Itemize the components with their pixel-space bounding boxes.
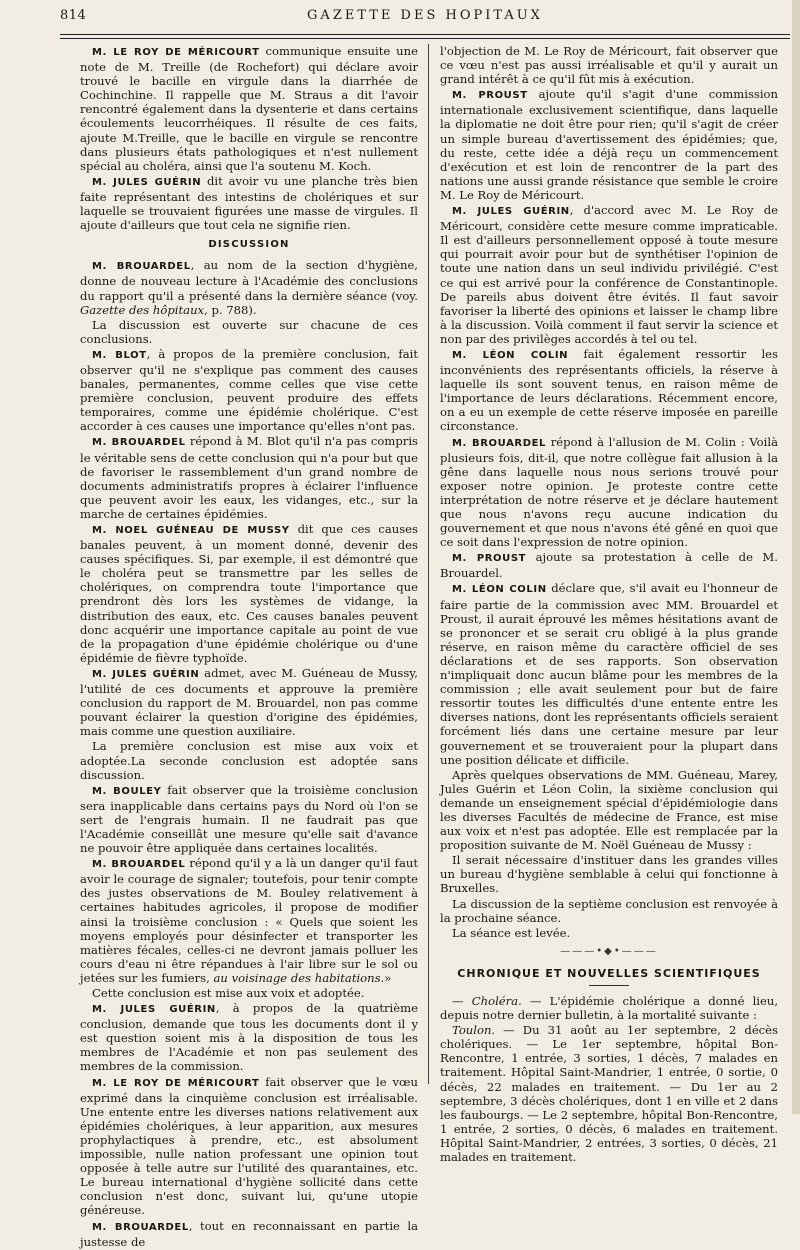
paragraph — [80, 783, 418, 855]
paragraph-text: déclare que, s'il avait eu l'honneur de faire partie de la commission avec MM. Brouardel et Proust, il aurait éprouvé les mêmes hésitations avant de se prononcer et se serait cru obligé à la plus grande réserve, en raison même du caractère officiel de ses déclarations et de ses rapports. Son observation n'impliquait donc aucun blâme pour les membres de la commission ; elle avait seulement pour but de faire ressortir toutes les difficultés d'une entente entre les diverses nations, dont les représentants officiels seraient forcément liés dans une certaine mesure par leur gouvernement et se trouveraient pour la plupart dans une position délicate et difficile. — [440, 581, 778, 767]
paragraph-text: fait également ressortir les inconvénients des représentants officiels, la réserve à laquelle ils sont souvent tenus, en raison même de l'importance de leurs déclarations. Récemment encore, on a eu un exemple de cette réserve imposée en pareille circonstance. — [440, 346, 778, 434]
paragraph-text: — Du 31 août au 1er septembre, 2 décès cholériques. — Le 1er septembre, hôpital Bon-Rencontre, 1 entrée, 3 sorties, 1 décès, 7 malades en traitement. Hôpital Saint-Mandrier, 1 entrée, 0 sortie, 0 décès, 22 malades en traitement. — Du 1er au 2 septembre, 3 décès cholériques, dont 1 en ville et 2 dans les faubourgs. — Le 2 septembre, hôpital Bon-Rencontre, 1 entrée, 2 sorties, 0 décès, 6 malades en traitement. Hôpital Saint-Mandrier, 2 entrées, 3 sorties, 0 décès, 21 malades en traitement. — [440, 1023, 778, 1165]
speaker-name: M. PROUST — [452, 553, 527, 565]
paragraph-text: , à propos de la quatrième conclusion, demande que tous les documents dont il y est question soient mis à la disposition de tous les membres de l'Académie et non pas seulement des membres de la commission. — [80, 1001, 418, 1074]
section-ornament: ———•◆•——— — [560, 945, 658, 957]
paragraph-text: communique ensuite une note de M. Treille (de Rochefort) qui déclare avoir trouvé le bacille en virgule dans la diarrhée de Cochinchine. Il rappelle que M. Straus a dit l'avoir rencontré également dans la dysenterie et dans certains écoulements leucorrhéiques. Il résulte de ces faits, ajoute M.Treille, que le bacille en virgule se rencontre dans plusieurs états pathologiques et n'est nullement spécial au choléra, ainsi que l'a soutenu M. Koch. — [80, 44, 418, 173]
paragraph — [440, 994, 778, 1022]
paragraph — [440, 203, 778, 346]
paragraph — [440, 87, 778, 202]
paragraph-text: — L'épidémie cholérique a donné lieu, depuis notre dernier bulletin, à la mortalité suivante : — [440, 994, 779, 1023]
paragraph-text-after: » — [384, 970, 392, 985]
paragraph-text: l'objection de M. Le Roy de Méricourt, fait observer que ce vœu n'est pas aussi irréalisable et qu'il y aurait un grand intérêt à ce qu'il fût mis à exécution. — [440, 44, 778, 87]
paragraph — [80, 986, 418, 1000]
paragraph — [80, 1001, 418, 1073]
paragraph-text: Après quelques observations de MM. Guéneau, Marey, Jules Guérin et Léon Colin, la sixième conclusion qui demande un enseignement spécial d'épidémiologie dans les diverses Facultés de médecine de France, est mise aux voix et n'est pas adoptée. Elle est remplacée par la proposition suivante de M. Noël Guéneau de Mussy : — [440, 767, 778, 853]
speaker-name: M. JULES GUÉRIN — [92, 176, 202, 188]
paragraph — [440, 435, 778, 550]
header-rule — [60, 34, 790, 35]
paragraph-text: ajoute sa protestation à celle de M. Brouardel. — [440, 550, 778, 581]
speaker-name: M. BROUARDEL — [92, 1221, 189, 1233]
speaker-name: M. LE ROY DE MÉRICOURT — [92, 1077, 260, 1089]
speaker-name: M. BROUARDEL — [92, 437, 186, 449]
paragraph-text: La séance est levée. — [452, 925, 571, 940]
right-column — [440, 44, 778, 1165]
page-edge — [792, 0, 800, 1114]
speaker-name: M. BLOT — [92, 349, 147, 361]
left-column — [80, 44, 418, 1250]
paragraph-text: La discussion est ouverte sur chacune de ces conclusions. — [80, 317, 418, 346]
speaker-name: M. JULES GUÉRIN — [452, 206, 570, 218]
paragraph-text: dit que ces causes banales peuvent, à un moment donné, devenir des causes spécifiques. Si, par exemple, il est démontré que le choléra peut se transmettre par les selles de cholériques, on comprendra toute l'importance que prendront dès lors les systèmes de vidange, la distribution des eaux, etc. Ces causes banales peuvent donc acquérir une importance capitale au point de vue de la propagation d'une épidémie cholérique ou d'une épidémie de fièvre typhoïde. — [80, 522, 418, 665]
italic-text: au voisinage des habitations. — [213, 970, 385, 985]
paragraph-text: fait observer que le vœu exprimé dans la cinquième conclusion est irréalisable. Une entente entre les diverses nations relativement aux épidémies cholériques, à leur apparition, aux mesures prophylactiques à prendre, etc., est absolument impossible, nulle nation professant une opinion tout opposée à telle autre sur l'utilité des quarantaines, etc. Le bureau international d'hygiène sollicité dans cette conclusion n'est donc, suivant lui, qu'une utopie généreuse. — [80, 1074, 418, 1218]
paragraph — [80, 258, 418, 316]
speaker-name: M. LÉON COLIN — [452, 349, 569, 361]
paragraph — [440, 550, 778, 580]
paragraph-text: fait observer que la troisième conclusion sera inapplicable dans certains pays du Nord où l'on se sert de l'engrais humain. Il ne faudrait pas que l'Académie conseillât une mesure qu'elle sait d'avance ne pouvoir être appliquée dans certaines localités. — [80, 782, 418, 856]
short-rule — [589, 985, 629, 986]
paragraph — [80, 1219, 418, 1249]
paragraph-text: Il serait nécessaire d'instituer dans les grandes villes un bureau d'hygiène semblable à celui qui fonctionne à Bruxelles. — [440, 853, 778, 896]
italic-heading: Toulon. — [452, 1023, 496, 1038]
speaker-name: M. JULES GUÉRIN — [92, 668, 200, 680]
paragraph — [80, 522, 418, 665]
paragraph-text: , au nom de la section d'hygiène, donne de nouveau lecture à l'Académie des conclusions du rapport qu'il a présenté dans la dernière séance (voy. — [80, 258, 418, 303]
speaker-name: M. BROUARDEL — [452, 437, 547, 449]
paragraph-text: La première conclusion est mise aux voix et adoptée.La seconde conclusion est adoptée sans discussion. — [80, 739, 418, 782]
paragraph-text: dit avoir vu une planche très bien faite représentant des intestins de cholériques et sur laquelle se trouvaient figurées une masse de virgules. Il ajoute d'ailleurs que tout cela ne signifie rien. — [80, 173, 418, 233]
paragraph-text: répond qu'il y a là un danger qu'il faut avoir le courage de signaler; toutefois, pour tenir compte des justes observations de M. Bouley relativement à certaines habitudes agricoles, il propose de modifier ainsi la troisième conclusion : « Quels que soient les moyens employés pour désinfecter et transporter les matières fécales, celles-ci ne devront jamais polluer les cours d'eau ni être répandues à l'air libre sur le sol ou jetées sur les fumiers, — [80, 856, 418, 985]
speaker-name: M. BROUARDEL — [92, 859, 186, 871]
paragraph — [80, 318, 418, 346]
header-rule-thin — [60, 38, 790, 39]
paragraph-text: admet, avec M. Guéneau de Mussy, l'utilité de ces documents et approuve la première conclusion du rapport de M. Brouardel, non pas comme pouvant éclairer la question d'origine des épidémies, mais comme une question auxiliaire. — [80, 665, 418, 739]
paragraph — [80, 44, 418, 173]
paragraph — [80, 856, 418, 985]
paragraph-text: Cette conclusion est mise aux voix et adoptée. — [92, 986, 365, 1000]
italic-heading: Choléra. — [471, 994, 522, 1008]
paragraph — [80, 666, 418, 738]
paragraph — [440, 581, 778, 766]
column-divider — [428, 44, 429, 1084]
paragraph-text: répond à l'allusion de M. Colin : Voilà plusieurs fois, dit-il, que notre collègue fait allusion à la gêne dans laquelle nous nous serions trouvé pour exposer notre opinion. Je proteste contre cette interprétation de notre réserve et je déclare hautement que nous n'avons reçu aucune indication du gouvernement et que nous n'avons été gêné en quoi que ce soit dans l'expression de notre opinion. — [440, 434, 778, 550]
paragraph-text: , à propos de la première conclusion, fait observer qu'il ne s'explique pas comment des causes banales, permanentes, comme celles que vise cette première conclusion, peuvent produire des effets temporaires, comme une épidémie cholérique. C'est accorder à ces causes une importance qu'elles n'ont pas. — [80, 346, 418, 434]
speaker-name: M. LÉON COLIN — [452, 584, 547, 596]
paragraph — [440, 1023, 778, 1164]
page-number: 814 — [60, 8, 87, 23]
paragraph-text: , tout en reconnaissant en partie la justesse de — [80, 1218, 418, 1249]
running-header — [60, 6, 790, 36]
paragraph — [440, 44, 778, 86]
paragraph — [80, 174, 418, 232]
speaker-name: M. BOULEY — [92, 785, 162, 797]
paragraph-text: La discussion de la septième conclusion est renvoyée à la prochaine séance. — [440, 896, 778, 925]
paragraph-text: ajoute qu'il s'agit d'une commission internationale exclusivement scientifique, dans laquelle la diplomatie ne doit être pour rien; qu'il s'agit de créer un simple bureau d'avertissement des épidémies; que, du reste, cette idée a déjà reçu un commencement d'exécution et est loin de rencontrer de la part des nations une aussi grande résistance que semble le croire M. Le Roy de Méricourt. — [440, 87, 779, 202]
speaker-name: M. NOEL GUÉNEAU DE MUSSY — [92, 525, 290, 536]
paragraph — [440, 897, 778, 925]
discussion-heading: DISCUSSION — [208, 239, 290, 251]
speaker-name: M. PROUST — [452, 90, 528, 102]
italic-text: Gazette des hôpitaux — [80, 302, 205, 317]
paragraph — [440, 853, 778, 895]
speaker-name: M. BROUARDEL — [92, 261, 191, 273]
paragraph-lead: — — [452, 994, 472, 1008]
paragraph — [440, 926, 778, 940]
paragraph-text: , d'accord avec M. Le Roy de Méricourt, considère cette mesure comme impraticable. Il est d'ailleurs personnellement opposé à toute mesure qui pourrait avoir pour but de synthétiser l'opinion de toute une nation dans un seul individu privilégié. C'est ce qui est arrivé pour la conférence de Constantinople. De pareils abus doivent être évités. Il faut savoir favoriser la liberté des opinions et laisser le champ libre à la discussion. Voilà comment il faut servir la science et non par des privilèges accordés à tel ou tel. — [440, 203, 778, 346]
paragraph-text: répond à M. Blot qu'il n'a pas compris le véritable sens de cette conclusion qui n'a pour but que de favoriser le rassemblement d'un grand nombre de documents administratifs propres à éclairer l'influence que peuvent avoir les eaux, les vidanges, etc., sur la marche de certaines épidémies. — [80, 434, 418, 521]
running-title: GAZETTE DES HOPITAUX — [307, 8, 543, 23]
paragraph — [80, 1075, 418, 1218]
paragraph — [440, 768, 778, 853]
paragraph — [80, 434, 418, 521]
paragraph — [440, 347, 778, 434]
paragraph — [80, 347, 418, 434]
speaker-name: M. JULES GUÉRIN — [92, 1004, 216, 1016]
paragraph — [80, 739, 418, 781]
speaker-name: M. LE ROY DE MÉRICOURT — [92, 47, 260, 58]
paragraph-text-after: , p. 788). — [204, 302, 257, 317]
chronique-heading: CHRONIQUE ET NOUVELLES SCIENTIFIQUES — [457, 966, 761, 980]
